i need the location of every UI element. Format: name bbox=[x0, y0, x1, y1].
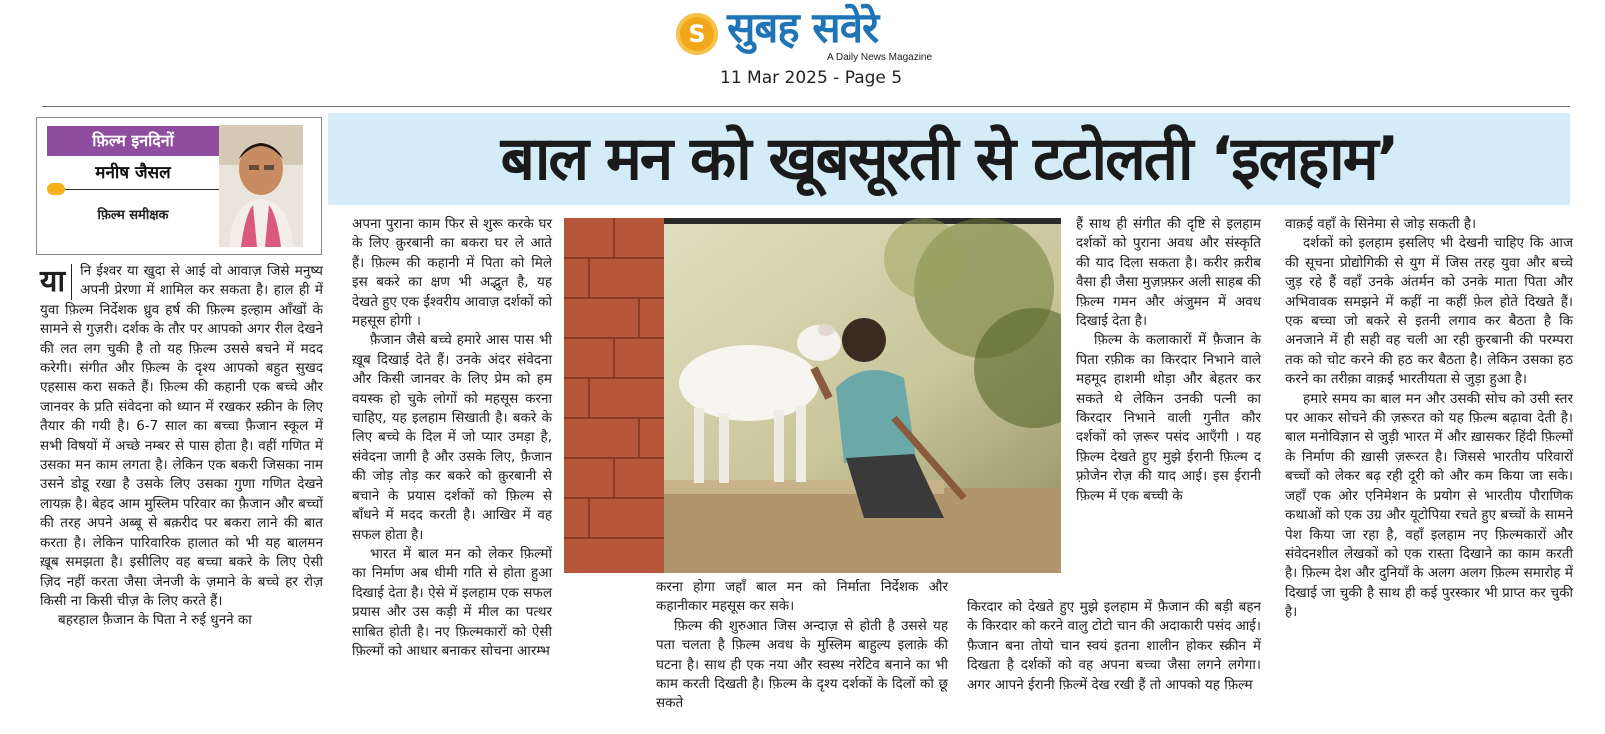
article-column-5 bbox=[1285, 215, 1573, 730]
column-tag: फ़िल्म इनदिनों bbox=[47, 126, 219, 156]
article-paragraph: दर्शकों को इलहाम इसलिए भी देखनी चाहिए कि आज की सूचना प्रोद्योगिकी से युग में जिस तरह युवा और बच्चे जुड़ रहे हैं वहाँ उनके अंतर्मन को उनके माता पिता और अभिवावक समझने में कहीं ना कहीं फ़ेल होते दिखते हैं। एक बच्चा जो बकरे से इतनी लगाव कर बैठता है कि अनजाने में ही सही वह चली आ रही क़ुरबानी की परम्परा तक को चोट करने की हठ कर बैठता है। लेकिन उसका हठ करने का तरीक़ा वाक़ई भारतीयता से जुड़ा हुआ है। bbox=[1285, 235, 1573, 388]
article-paragraph: बहरहाल फ़ैजान के पिता ने रुई धुनने का bbox=[58, 612, 252, 629]
drop-cap: या bbox=[40, 264, 72, 300]
brand-name: सुबह सवेरे bbox=[727, 3, 879, 52]
article-paragraph: अपना पुराना काम फिर से शुरू करके घर के लिए क़ुरबानी का बकरा घर ले आते हैं। फ़िल्म की कहानी में पिता को मिले इस बकरे का क्षण भी अद्भुत है, यह देखते हुए एक ईश्वरीय आवाज़ दर्शकों को महसूस होगी । bbox=[352, 216, 552, 330]
article-column-4-top bbox=[1076, 215, 1261, 585]
article-column-4-bottom bbox=[967, 598, 1261, 730]
author-name: मनीष जैसल bbox=[95, 163, 171, 183]
author-photo bbox=[219, 125, 303, 247]
article-paragraph: फ़ैजान जैसे बच्चे हमारे आस पास भी ख़ूब दिखाई देते हैं। उनके अंदर संवेदना और किसी जानवर के लिए प्रेम को हम वयस्क हो चुके लोगों को महसूस करना चाहिए, यह इलहाम सिखाती है। बकरे के लिए बच्चे के दिल में जो प्यार उमड़ा है, संवेदना जागी है और उसके लिए, फ़ैजान की जोड़ तोड़ कर बकरे को क़ुरबानी से बचाने के प्रयास दर्शकों को फ़िल्म से बाँधने में मदद करती है। आखिर में वह सफल होता है। bbox=[352, 332, 552, 543]
brand-logo-icon: S bbox=[676, 13, 718, 55]
article-photo bbox=[564, 218, 1061, 573]
article-paragraph: करना होगा जहाँ बाल मन को निर्माता निर्देशक और कहानीकार महसूस कर सके। bbox=[656, 579, 948, 615]
article-column-3 bbox=[656, 578, 948, 728]
article-paragraph: वाक़ई वहाँ के सिनेमा से जोड़ सकती है। bbox=[1285, 216, 1477, 232]
top-divider bbox=[42, 106, 1570, 107]
column-byline-box bbox=[36, 117, 322, 255]
article-column-1 bbox=[40, 262, 323, 732]
brand-tagline: A Daily News Magazine bbox=[827, 52, 933, 63]
article-paragraph: भारत में बाल मन को लेकर फ़िल्मों का निर्माण अब धीमी गति से होता हुआ दिखाई देता है। ऐसे में इलहाम एक सफल प्रयास और उस कड़ी में मील का पत्थर साबित होती है। नए फ़िल्मकारों को ऐसी फ़िल्मों को आधार बनाकर सोचना आरम्भ bbox=[352, 545, 552, 659]
masthead bbox=[0, 0, 1605, 100]
article-paragraph: हमारे समय का बाल मन और उसकी सोच को उसी स्तर पर आकर सोचने की ज़रूरत को यह फ़िल्म बढ़ावा देती है। बाल मनोविज्ञान से जुड़ी भारत में और ख़ासकर हिंदी फ़िल्मों के निर्माण की ख़ासी ज़रूरत है। जिससे भारतीय परिवारों बच्चों को लेकर बढ़ रही दूरी को और कम किया जा सके। जहाँ एक ओर एनिमेशन के प्रयोग से भारतीय पौराणिक कथाओं को एक उग्र और यूटोपिया रचते हुए बच्चों के सामने पेश किया जा रहा है, वहाँ इलहाम नए फ़िल्मकारों और संवेदनशील लेखकों को एक रास्ता दिखाने का काम करती है। फ़िल्म देश और दुनियाँ के अलग अलग फ़िल्म समारोह में दिखाई जा चुकी है साथ ही कई पुरस्कार भी प्राप्त कर चुकी है। bbox=[1285, 390, 1573, 621]
date-page: 11 Mar 2025 - Page 5 bbox=[720, 68, 903, 88]
article-paragraph: किरदार को देखते हुए मुझे इलहाम में फ़ैजान की बड़ी बहन के किरदार को करने वालु टोटो चान की अदाकारी पसंद आई। फ़ैजान बना तोयो चान स्वयं इतना शालीन होकर स्क्रीन में दिखता है दर्शकों को वह अपना बच्चा जैसा लगने लगेगा। अगर आपने ईरानी फ़िल्में देख रखी हैं तो आपको यह फ़िल्म bbox=[967, 599, 1261, 693]
article-paragraph: फ़िल्म की शुरुआत जिस अन्दाज़ से होती है उससे यह पता चलता है फ़िल्म अवध के मुस्लिम बाहुल्य इलाक़े की घटना है। साथ ही एक नया और स्वस्थ नरेटिव बनाने का भी काम करती दिखती है। फ़िल्म के दृश्य दर्शकों के दिलों को छू सकते bbox=[656, 617, 948, 712]
article-paragraph: फ़िल्म के कलाकारों में फ़ैजान के पिता रफ़ीक का किरदार निभाने वाले महमूद हाशमी थोड़ा और बेहतर कर सकते थे लेकिन उनकी पत्नी का किरदार निभाने वाली गुनीत कौर दर्शकों को ज़रूर पसंद आएँगी । यह फ़िल्म देखते हुए मुझे ईरानी फ़िल्म द फ़्रोजेन रोज़ की याद आई। इस ईरानी फ़िल्म में एक बच्ची के bbox=[1076, 332, 1261, 504]
author-role: फ़िल्म समीक्षक bbox=[97, 208, 169, 223]
article-paragraph: नि ईश्वर या खुदा से आई वो आवाज़ जिसे मनुष्य अपनी प्रेरणा में शामिल कर सकता है। हाल ही में युवा फ़िल्म निर्देशक ध्रुव हर्ष की फ़िल्म इल्हाम आँखों के सामने से गुज़री। दर्शक के तौर पर आपको अगर रील देखने की लत लग चुकी है तो यह फ़िल्म उससे बचने में मदद करेगी। संगीत और फ़िल्म के दृश्य आपको बहुत सुखद एहसास करा सकते हैं। फ़िल्म की कहानी एक बच्चे और जानवर के प्रति संवेदना को ध्यान में रखकर स्क्रीन के लिए तैयार की गयी है। 6-7 साल का बच्चा फ़ैजान स्कूल में सभी विषयों में अच्छे नम्बर से पास होता है। वहीं गणित में उसका मन काम लगता है। लेकिन एक बकरी जिसका नाम उसने डोडू रखा है उसके लिए उसका गुणा गणित देखने लायक़ है। बेहद आम मुस्लिम परिवार का फ़ैजान और बच्चों की तरह अपने अब्बू से बक़रीद पर बकरा लाने की बात करता है। लेकिन पारिवारिक हालात को भी यह बालमन ख़ूब समझता है। इसीलिए वह बच्चा बकरे के लिए ऐसी ज़िद नहीं करता जैसा जेनजी के ज़माने के बच्चे हर रोज़ किसी ना किसी चीज़ के लिए करते हैं। bbox=[40, 263, 323, 609]
article-paragraph: हैं साथ ही संगीत की दृष्टि से इलहाम दर्शकों को पुराना अवध और संस्कृति की याद दिला सकता है। करीर क़रीब वैसा ही जैसा मुज़फ़्फ़र अली साहब की फ़िल्म गमन और अंजुमन में अवध दिखाई देता है। bbox=[1076, 216, 1261, 330]
author-accent-dot bbox=[47, 183, 65, 195]
headline: बाल मन को खूबसूरती से टटोलती ‘इलहाम’ bbox=[500, 124, 1398, 194]
headline-band bbox=[328, 113, 1570, 205]
article-column-2 bbox=[352, 215, 552, 730]
author-divider bbox=[57, 189, 219, 190]
